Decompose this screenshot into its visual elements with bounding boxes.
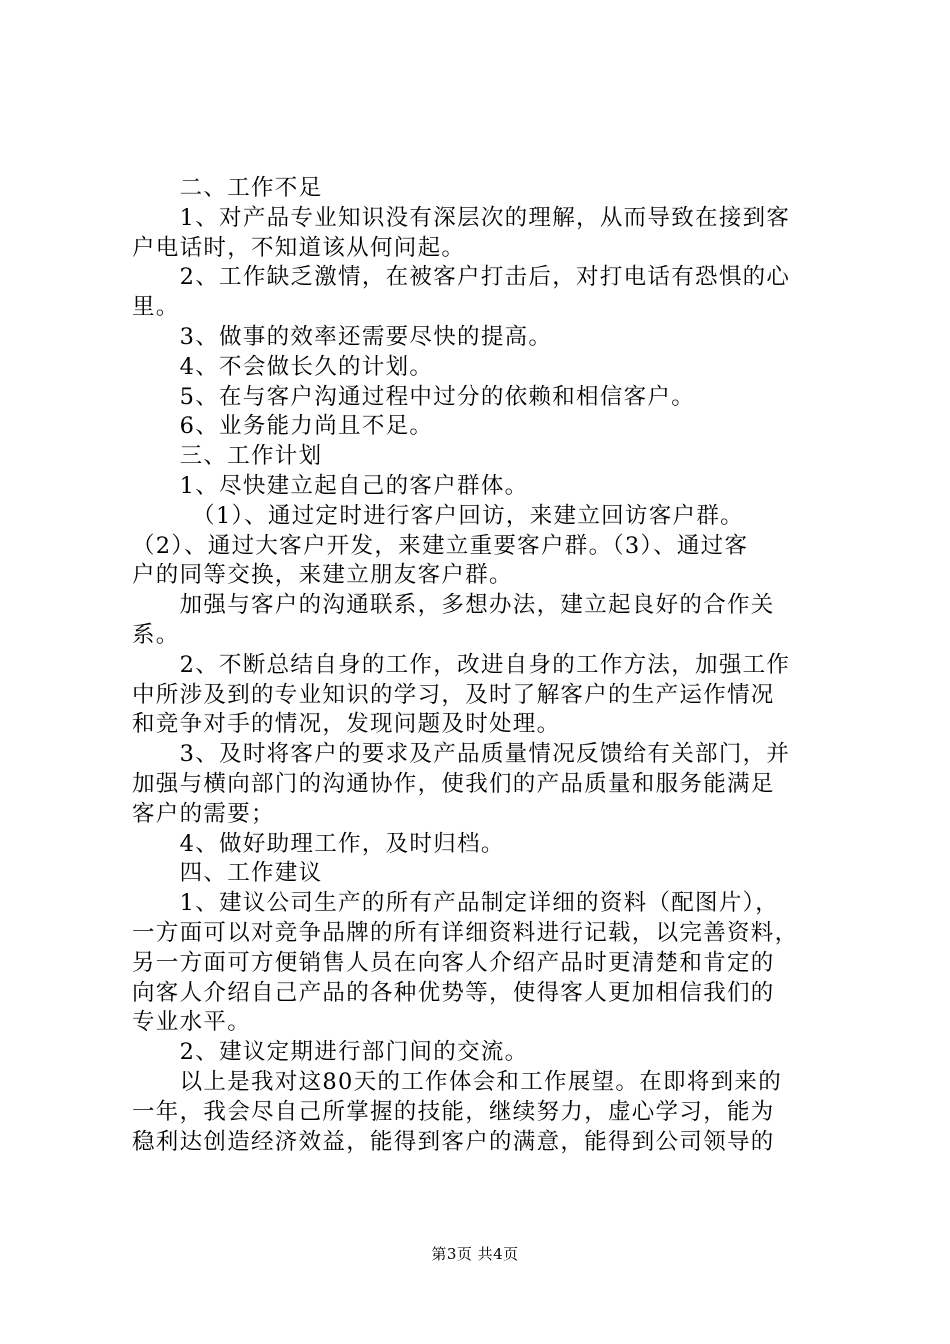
text-line: 四、工作建议 xyxy=(132,860,323,887)
text-line: 5、在与客户沟通过程中过分的依赖和相信客户。 xyxy=(132,383,696,410)
text-line: 2、建议定期进行部门间的交流。 xyxy=(132,1039,529,1066)
text-line: 2、工作缺乏激情，在被客户打击后，对打电话有恐惧的心 xyxy=(132,264,791,291)
text-line: 3、及时将客户的要求及产品质量情况反馈给有关部门，并 xyxy=(132,741,791,768)
text-line: 4、做好助理工作，及时归档。 xyxy=(132,830,505,857)
text-line: 中所涉及到的专业知识的学习，及时了解客户的生产运作情况 xyxy=(132,681,775,708)
text-line: 1、建议公司生产的所有产品制定详细的资料（配图片）， xyxy=(132,890,779,917)
text-line: 2、不断总结自身的工作，改进自身的工作方法，加强工作 xyxy=(132,651,791,678)
page-footer: 第3页 共4页 xyxy=(431,1245,519,1263)
text-line: 一年，我会尽自己所掌握的技能，继续努力，虚心学习，能为 xyxy=(132,1098,775,1125)
text-line: 系。 xyxy=(132,622,180,648)
text-line: 户的同等交换，来建立朋友客户群。 xyxy=(132,562,513,589)
text-line: 1、尽快建立起自己的客户群体。 xyxy=(132,473,529,499)
text-line: 一方面可以对竞争品牌的所有详细资料进行记载，以完善资料， xyxy=(132,920,799,946)
text-line: 加强与横向部门的沟通协作，使我们的产品质量和服务能满足 xyxy=(132,771,775,797)
text-line: 里。 xyxy=(132,294,180,321)
text-line: 1、对产品专业知识没有深层次的理解，从而导致在接到客 xyxy=(132,204,791,231)
text-line: （2）、通过大客户开发，来建立重要客户群。（3）、通过客 xyxy=(132,532,749,559)
text-line: 户电话时，不知道该从何问起。 xyxy=(132,234,466,261)
text-line: 以上是我对这80天的工作体会和工作展望。在即将到来的 xyxy=(132,1069,783,1095)
text-line: 另一方面可方便销售人员在向客人介绍产品时更清楚和肯定的 xyxy=(132,949,775,976)
text-line: 稳利达创造经济效益，能得到客户的满意，能得到公司领导的 xyxy=(132,1128,775,1155)
text-line: 3、做事的效率还需要尽快的提高。 xyxy=(132,324,553,350)
text-line: 向客人介绍自己产品的各种优势等，使得客人更加相信我们的 xyxy=(132,979,775,1006)
text-line: （1）、通过定时进行客户回访，来建立回访客户群。 xyxy=(132,502,744,529)
text-line: 客户的需要； xyxy=(132,800,275,827)
text-line: 和竞争对手的情况，发现问题及时处理。 xyxy=(132,711,561,738)
text-line: 6、业务能力尚且不足。 xyxy=(132,413,434,440)
text-line: 4、不会做长久的计划。 xyxy=(132,353,434,380)
text-line: 二、工作不足 xyxy=(132,175,323,201)
text-line: 加强与客户的沟通联系，多想办法，建立起良好的合作关 xyxy=(132,592,775,619)
text-line: 三、工作计划 xyxy=(132,443,323,470)
text-line: 专业水平。 xyxy=(132,1009,252,1036)
